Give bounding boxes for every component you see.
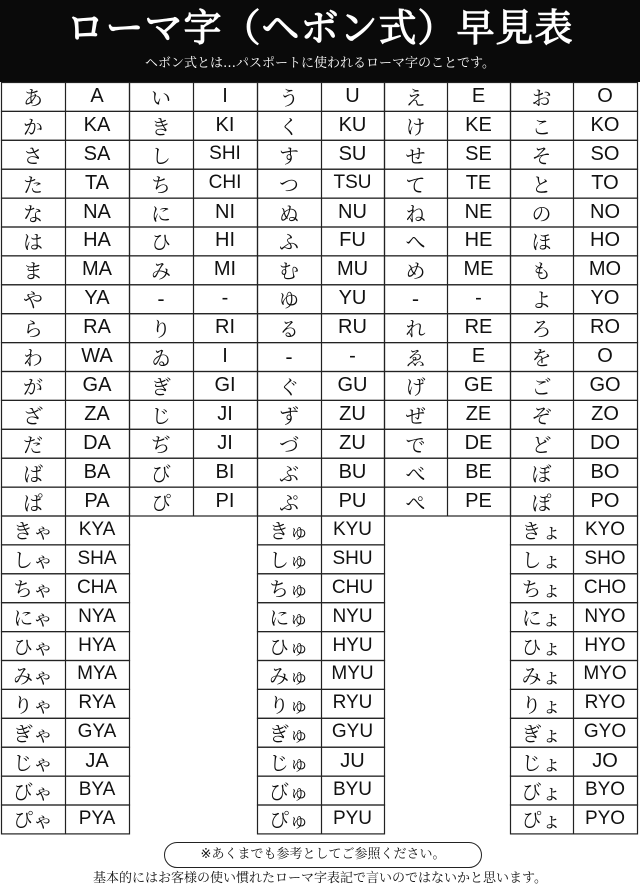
kana-cell: べ <box>405 461 426 486</box>
kana-cell: ぜ <box>405 403 426 428</box>
kana-cell: う <box>279 85 299 110</box>
romaji-cell: U <box>345 84 360 107</box>
kana-cell: で <box>405 432 426 457</box>
romaji-cell: MYO <box>583 663 627 685</box>
romaji-cell: KO <box>590 113 620 136</box>
romaji-cell: RI <box>215 316 235 339</box>
romaji-cell: CHU <box>331 576 374 598</box>
romaji-cell: GU <box>337 373 368 396</box>
romaji-cell: HYO <box>584 634 626 656</box>
kana-cell: ぐ <box>279 374 299 399</box>
kana-cell: ざ <box>23 403 43 428</box>
romaji-cell: I <box>222 345 228 368</box>
romaji-cell: MI <box>213 258 237 281</box>
kana-cell: づ <box>279 432 299 457</box>
kana-cell: ぬ <box>279 201 299 226</box>
kana-cell: ほ <box>531 230 552 255</box>
kana-cell: た <box>23 172 43 197</box>
romaji-cell: BO <box>590 460 620 483</box>
kana-cell: だ <box>23 432 43 457</box>
kana-cell: め <box>405 259 426 284</box>
kana-cell: て <box>405 172 426 197</box>
kana-cell: ひ <box>151 230 171 255</box>
romaji-cell: GA <box>82 373 112 396</box>
romaji-cell: HYU <box>332 634 373 656</box>
romaji-cell: BYA <box>78 779 116 801</box>
romaji-cell: GO <box>589 373 621 396</box>
kana-cell: ぶ <box>279 461 299 486</box>
kana-cell: む <box>279 259 299 284</box>
romaji-cell: RYU <box>332 692 373 714</box>
romaji-cell: HA <box>83 229 111 252</box>
romaji-cell: NO <box>590 200 620 223</box>
romaji-cell: KYU <box>332 518 373 540</box>
romaji-cell: BYO <box>584 779 626 801</box>
romaji-cell: TA <box>84 171 110 194</box>
romaji-cell: KU <box>338 113 367 136</box>
kana-cell: にゃ <box>13 606 53 631</box>
romaji-cell: I <box>222 84 228 107</box>
kana-cell: ず <box>279 403 299 428</box>
kana-cell: ぎゅ <box>269 721 309 746</box>
kana-cell: ぱ <box>23 490 43 515</box>
kana-cell: ご <box>531 374 552 399</box>
kana-cell: しゃ <box>13 548 53 573</box>
kana-cell: ふ <box>279 230 299 255</box>
romaji-cell: KI <box>215 113 235 136</box>
kana-cell: ら <box>23 317 43 342</box>
kana-cell: ぢ <box>151 432 171 457</box>
kana-cell: ぴゃ <box>13 808 53 833</box>
kana-cell: きゅ <box>269 519 309 544</box>
romaji-cell: BI <box>215 460 235 483</box>
romaji-cell: SU <box>338 142 367 165</box>
kana-cell: ぴょ <box>521 808 562 833</box>
kana-cell: よ <box>531 288 552 313</box>
romaji-cell: HE <box>464 229 493 252</box>
kana-cell: り <box>151 317 171 342</box>
romaji-cell: E <box>471 84 486 107</box>
romaji-cell: SA <box>83 142 111 165</box>
kana-cell: しゅ <box>269 548 309 573</box>
romaji-cell: RU <box>338 316 367 339</box>
footer-text: 基本的にはお客様の使い慣れたローマ字表記で言いのではないかと思います。 <box>93 871 547 886</box>
romaji-cell: ZO <box>591 402 619 425</box>
romaji-cell: JU <box>340 749 365 772</box>
romaji-cell: SHI <box>209 143 241 165</box>
kana-cell: みょ <box>521 663 562 688</box>
kana-cell: わ <box>23 346 43 371</box>
kana-cell: や <box>23 288 43 313</box>
romaji-cell: JA <box>85 749 109 772</box>
kana-cell: ぎ <box>151 374 171 399</box>
romaji-cell: JI <box>217 431 233 454</box>
romaji-cell: FU <box>339 229 366 252</box>
romaji-cell: RYA <box>78 692 116 714</box>
kana-cell: ゆ <box>279 288 299 313</box>
kana-cell: は <box>23 230 43 255</box>
kana-cell: ひゃ <box>13 635 53 660</box>
romaji-cell: - <box>475 287 482 310</box>
kana-cell: が <box>23 374 43 399</box>
romaji-cell: MYU <box>331 663 374 685</box>
romaji-cell: MA <box>82 258 112 281</box>
romaji-cell: SHA <box>77 547 117 569</box>
kana-cell: ひょ <box>521 635 562 660</box>
romaji-cell: NYO <box>584 605 626 627</box>
kana-cell: へ <box>405 230 426 255</box>
romaji-cell: ME <box>463 258 494 281</box>
romaji-cell: RYO <box>584 692 626 714</box>
romaji-cell: - <box>349 345 356 368</box>
kana-cell: さ <box>23 143 43 168</box>
romaji-cell: CHA <box>76 576 118 598</box>
kana-cell: にゅ <box>269 606 309 631</box>
romaji-cell: NI <box>215 200 235 223</box>
romaji-cell: BYU <box>332 779 373 801</box>
romaji-cell: BU <box>338 460 367 483</box>
romaji-cell: YO <box>590 287 620 310</box>
romaji-cell: KYO <box>584 518 626 540</box>
kana-cell: - <box>411 286 420 311</box>
romaji-cell: RO <box>590 316 620 339</box>
romaji-cell: PYU <box>332 807 373 829</box>
kana-cell: じ <box>151 403 171 428</box>
romaji-cell: HI <box>215 229 235 252</box>
kana-cell: ひゅ <box>269 635 309 660</box>
romaji-cell: GYA <box>77 721 117 743</box>
kana-cell: せ <box>405 143 426 168</box>
romaji-cell: MU <box>336 258 369 281</box>
kana-cell: す <box>279 143 299 168</box>
romaji-cell: E <box>471 345 486 368</box>
romaji-cell: ZU <box>339 402 366 425</box>
kana-cell: ゑ <box>405 346 426 371</box>
romaji-cell: TSU <box>333 172 372 194</box>
romaji-cell: NYA <box>78 605 116 627</box>
romaji-cell: O <box>597 345 613 368</box>
kana-cell: あ <box>23 85 43 110</box>
romaji-cell: WA <box>81 345 113 368</box>
kana-cell: じょ <box>521 750 562 775</box>
romaji-cell: CHI <box>208 172 242 194</box>
kana-cell: こ <box>531 114 552 139</box>
romaji-cell: ZA <box>84 402 110 425</box>
romaji-cell: PYA <box>78 807 116 829</box>
romaji-cell: RE <box>464 316 493 339</box>
romaji-cell: SE <box>465 142 492 165</box>
romaji-cell: PI <box>215 489 235 512</box>
kana-cell: し <box>151 143 171 168</box>
kana-cell: ちょ <box>521 577 562 602</box>
romaji-cell: DA <box>83 431 111 454</box>
kana-cell: に <box>151 201 171 226</box>
kana-cell: ゐ <box>151 346 171 371</box>
kana-cell: え <box>405 85 426 110</box>
romaji-cell: TE <box>465 171 492 194</box>
romaji-cell: KE <box>465 113 492 136</box>
kana-cell: つ <box>279 172 299 197</box>
kana-cell: ぺ <box>405 490 426 515</box>
kana-cell: りゃ <box>13 692 53 717</box>
kana-cell: を <box>531 346 552 371</box>
kana-cell: びょ <box>521 779 562 804</box>
kana-cell: け <box>405 114 426 139</box>
kana-cell: る <box>279 317 299 342</box>
romaji-cell: PE <box>465 489 492 512</box>
kana-cell: ま <box>23 259 43 284</box>
kana-cell: な <box>23 201 43 226</box>
romaji-cell: SHO <box>584 547 626 569</box>
romaji-cell: MYA <box>77 663 117 685</box>
kana-cell: の <box>531 201 552 226</box>
romaji-cell: - <box>221 287 229 310</box>
kana-cell: ば <box>23 461 43 486</box>
romaji-cell: NE <box>464 200 493 223</box>
kana-cell: りょ <box>521 692 562 717</box>
romaji-cell: BA <box>83 460 111 483</box>
kana-cell: み <box>151 259 171 284</box>
kana-cell: ろ <box>531 317 552 342</box>
kana-cell: ち <box>151 172 171 197</box>
kana-cell: ぎょ <box>521 721 562 746</box>
kana-cell: い <box>151 85 171 110</box>
kana-cell: も <box>531 259 552 284</box>
kana-cell: きゃ <box>13 519 53 544</box>
romaji-cell: PA <box>84 489 110 512</box>
kana-cell: ぷ <box>279 490 299 515</box>
header <box>0 0 640 82</box>
romaji-cell: DO <box>590 431 620 454</box>
kana-cell: び <box>151 461 171 486</box>
page-subtitle: ヘボン式とは…パスポートに使われるローマ字のことです。 <box>145 56 495 71</box>
kana-cell: みゃ <box>13 663 53 688</box>
kana-cell: - <box>285 344 293 369</box>
kana-cell: じゅ <box>269 750 309 775</box>
romaji-cell: GI <box>214 373 236 396</box>
kana-cell: く <box>279 114 299 139</box>
romaji-cell: JO <box>592 749 618 772</box>
romaji-cell: CHO <box>583 576 627 598</box>
romaji-cell: NYU <box>332 605 373 627</box>
kana-cell: ちゃ <box>13 577 53 602</box>
romaji-cell: GYU <box>331 721 374 743</box>
kana-cell: ど <box>531 432 552 457</box>
romaji-cell: PU <box>338 489 367 512</box>
kana-cell: ぎゃ <box>13 721 53 746</box>
romaji-cell: RA <box>83 316 111 339</box>
romaji-cell: O <box>597 84 613 107</box>
romaji-cell: MO <box>588 258 622 281</box>
romaji-cell: KA <box>83 113 111 136</box>
kana-cell: りゅ <box>269 692 309 717</box>
romaji-cell: GE <box>464 373 493 396</box>
page-title: ローマ字（ヘボン式）早見表 <box>66 6 574 50</box>
kana-cell: きょ <box>521 519 562 544</box>
kana-cell: ぴ <box>151 490 171 515</box>
kana-cell: そ <box>531 143 552 168</box>
kana-cell: びゅ <box>269 779 309 804</box>
romaji-cell: YA <box>84 287 110 310</box>
kana-cell: げ <box>405 374 426 399</box>
romaji-cell: ZE <box>465 402 492 425</box>
romaji-cell: KYA <box>78 518 116 540</box>
kana-cell: - <box>157 286 165 311</box>
kana-cell: れ <box>405 317 426 342</box>
romaji-cell: DE <box>464 431 493 454</box>
romaji-cell: PO <box>590 489 620 512</box>
kana-cell: ぞ <box>531 403 552 428</box>
romaji-cell: HO <box>590 229 620 252</box>
romaji-cell: NA <box>83 200 111 223</box>
kana-cell: しょ <box>521 548 562 573</box>
kana-cell: ぼ <box>531 461 552 486</box>
romaji-cell: PYO <box>584 807 626 829</box>
kana-cell: か <box>23 114 43 139</box>
romaji-cell: BE <box>465 460 492 483</box>
romaji-cell: JI <box>217 402 233 425</box>
romaji-cell: SHU <box>332 547 373 569</box>
romaji-cell: YU <box>338 287 367 310</box>
romaji-cell: SO <box>590 142 620 165</box>
romaji-cell: HYA <box>78 634 116 656</box>
kana-cell: にょ <box>521 606 562 631</box>
kana-cell: びゃ <box>13 779 53 804</box>
kana-cell: みゅ <box>269 663 309 688</box>
romaji-cell: TO <box>591 171 619 194</box>
kana-cell: ぴゅ <box>269 808 309 833</box>
kana-cell: ね <box>405 201 426 226</box>
kana-cell: じゃ <box>13 750 53 775</box>
romaji-cell: ZU <box>339 431 366 454</box>
kana-cell: お <box>531 85 552 110</box>
romaji-cell: NU <box>338 200 367 223</box>
kana-cell: ぽ <box>531 490 552 515</box>
kana-cell: き <box>151 114 171 139</box>
kana-cell: と <box>531 172 552 197</box>
romaji-cell: GYO <box>583 721 627 743</box>
kana-cell: ちゅ <box>269 577 309 602</box>
romaji-cell: A <box>90 84 104 107</box>
reference-note: ※あくまでも参考としてご参照ください。 <box>164 842 482 868</box>
